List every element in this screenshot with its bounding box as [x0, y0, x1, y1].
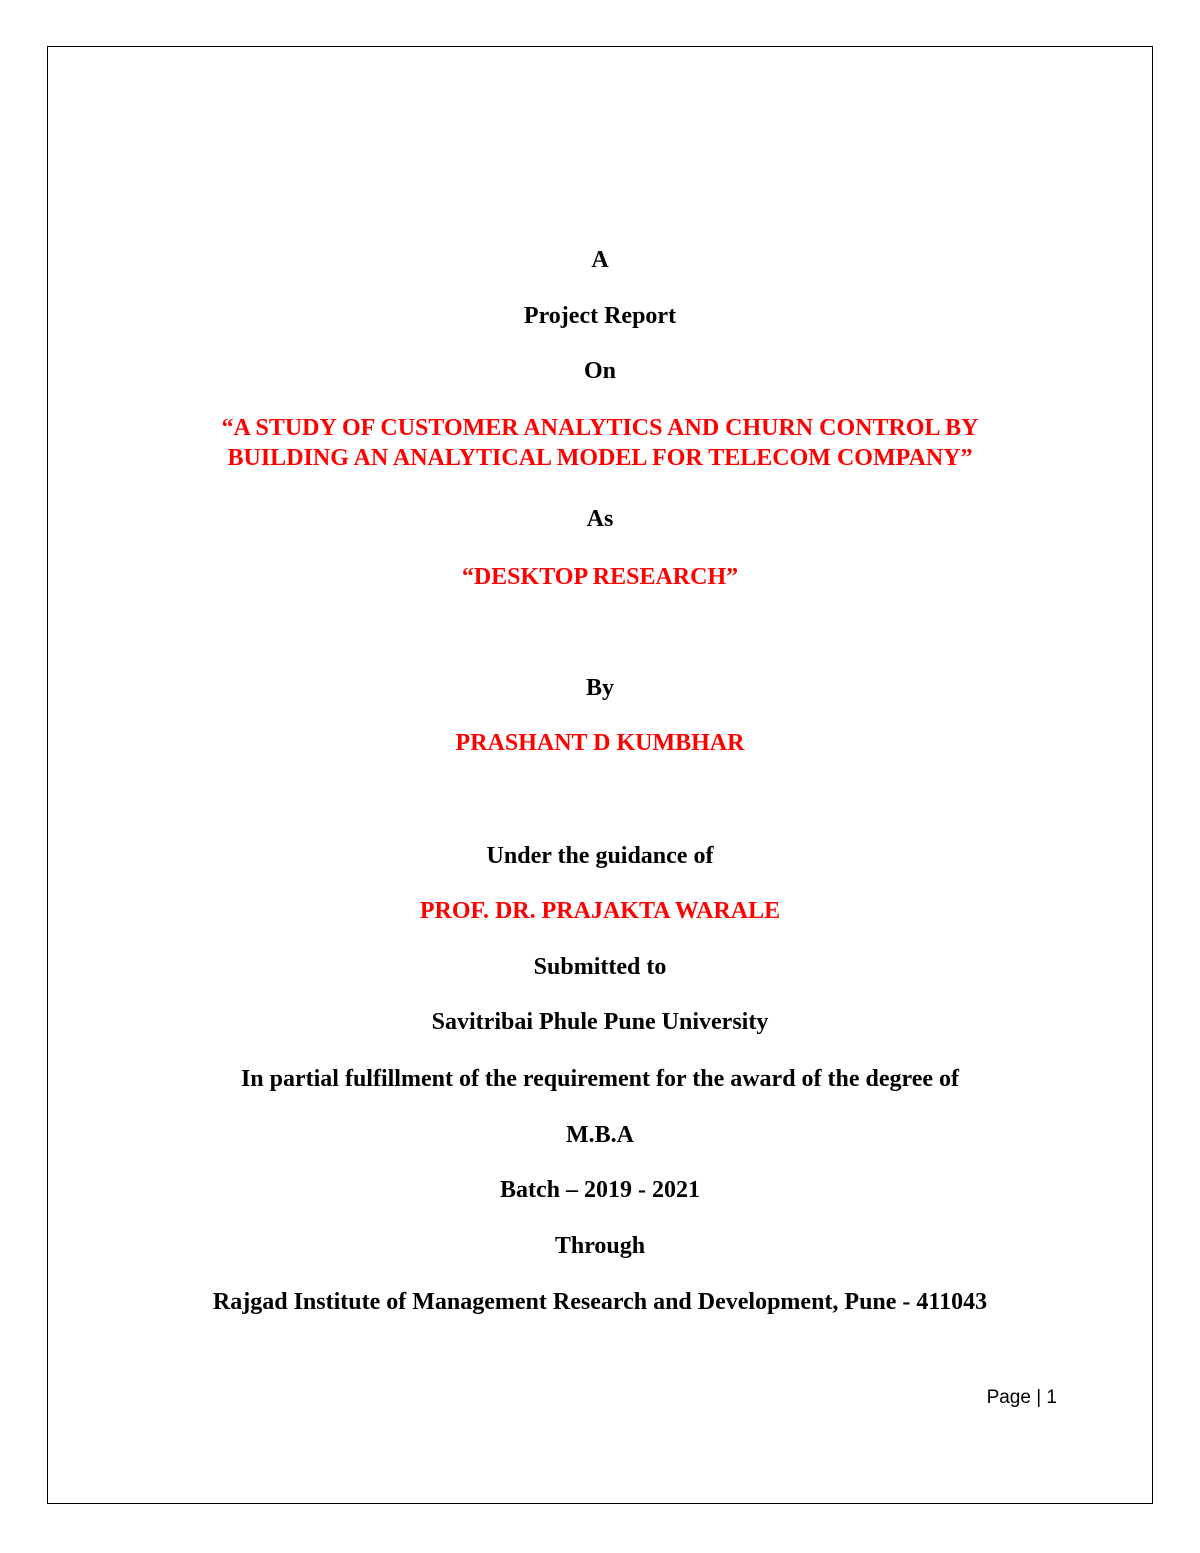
line-on: On [583, 358, 616, 384]
report-subtitle: “DESKTOP RESEARCH” [461, 564, 739, 590]
university-name: Savitribai Phule Pune University [431, 1009, 769, 1035]
line-by: By [585, 675, 614, 701]
guidance-label: Under the guidance of [486, 843, 714, 869]
through-label: Through [554, 1233, 646, 1259]
author-name: PRASHANT D KUMBHAR [455, 730, 745, 756]
degree-name: M.B.A [566, 1122, 634, 1148]
report-title [0, 413, 1200, 473]
line-a: A [591, 247, 609, 273]
line-as: As [586, 506, 614, 532]
batch-years: Batch – 2019 - 2021 [500, 1177, 700, 1203]
guide-name: PROF. DR. PRAJAKTA WARALE [419, 898, 781, 924]
submitted-to-label: Submitted to [533, 954, 667, 980]
report-title-line-1: “A STUDY OF CUSTOMER ANALYTICS AND CHURN CONTROL BY [221, 415, 979, 441]
line-project-report: Project Report [523, 303, 677, 329]
report-title-line-2: BUILDING AN ANALYTICAL MODEL FOR TELECOM COMPANY” [227, 445, 973, 471]
institute-name: Rajgad Institute of Management Research and Development, Pune - 411043 [212, 1289, 988, 1315]
fulfillment-statement: In partial fulfillment of the requirement for the award of the degree of [240, 1066, 960, 1092]
page-number: Page | 1 [986, 1387, 1057, 1408]
